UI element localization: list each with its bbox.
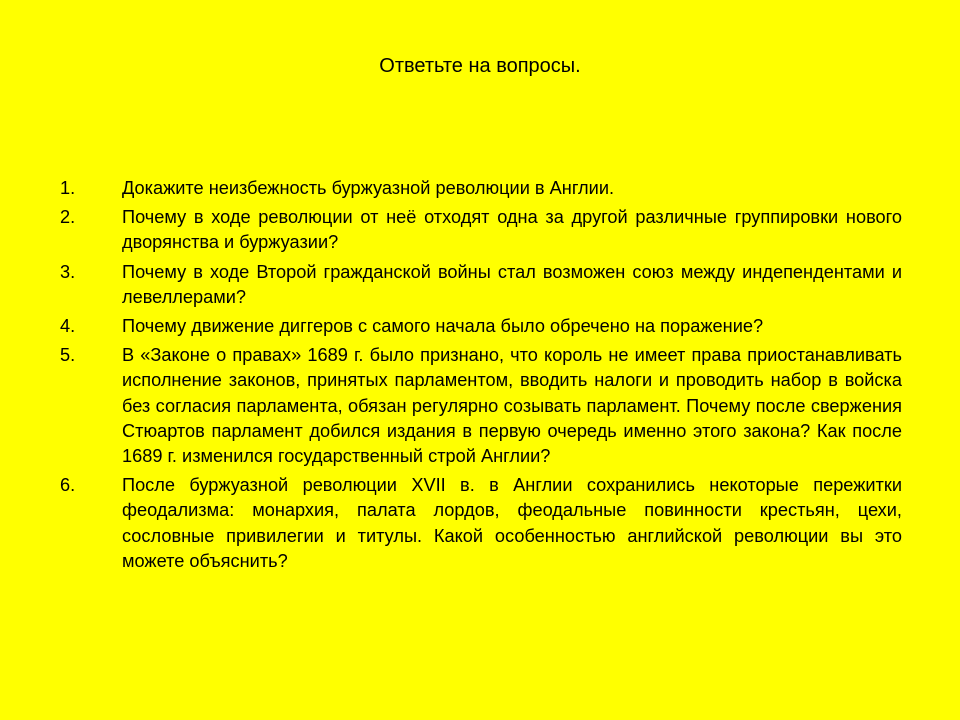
question-list: [60, 176, 902, 578]
question-text: После буржуазной революции XVII в. в Англии сохранились некоторые пережитки феодализма: монархия, палата лордов, феодальные повинности крестьян, цехи, сословные привилегии и титулы. Какой особенностью английской революции вы это можете объяснить?: [122, 475, 902, 571]
question-number: 4.: [60, 316, 76, 337]
question-text: Почему в ходе Второй гражданской войны стал возможен союз между индепендентами и левеллерами?: [122, 261, 902, 307]
question-text: Почему в ходе революции от неё отходят одна за другой различные группировки нового дворянства и буржуазии?: [122, 207, 902, 253]
question-text: Докажите неизбежность буржуазной революции в Англии.: [122, 178, 615, 198]
question-item: [60, 343, 902, 469]
question-number: 2.: [60, 207, 76, 228]
question-number: 3.: [60, 261, 76, 282]
question-number: 6.: [60, 475, 76, 496]
question-item: [60, 260, 902, 310]
slide-title: Ответьте на вопросы.: [379, 55, 581, 77]
question-item: [60, 205, 902, 255]
question-item: [60, 473, 902, 574]
question-text: Почему движение диггеров с самого начала было обречено на поражение?: [122, 316, 764, 337]
question-item: [60, 176, 902, 201]
question-number: 5.: [60, 345, 76, 366]
question-item: [60, 314, 902, 339]
question-text: В «Законе о правах» 1689 г. было признано, что король не имеет права приостанавливать исполнение законов, принятых парламентом, вводить налоги и проводить набор в войска без согласия парламента, обязан регулярно созывать парламент. Почему после свержения Стюартов парламент добился издания в первую очередь именно этого закона? Как после 1689 г. изменился государственный строй Англии?: [122, 345, 902, 467]
question-number: 1.: [60, 178, 76, 198]
